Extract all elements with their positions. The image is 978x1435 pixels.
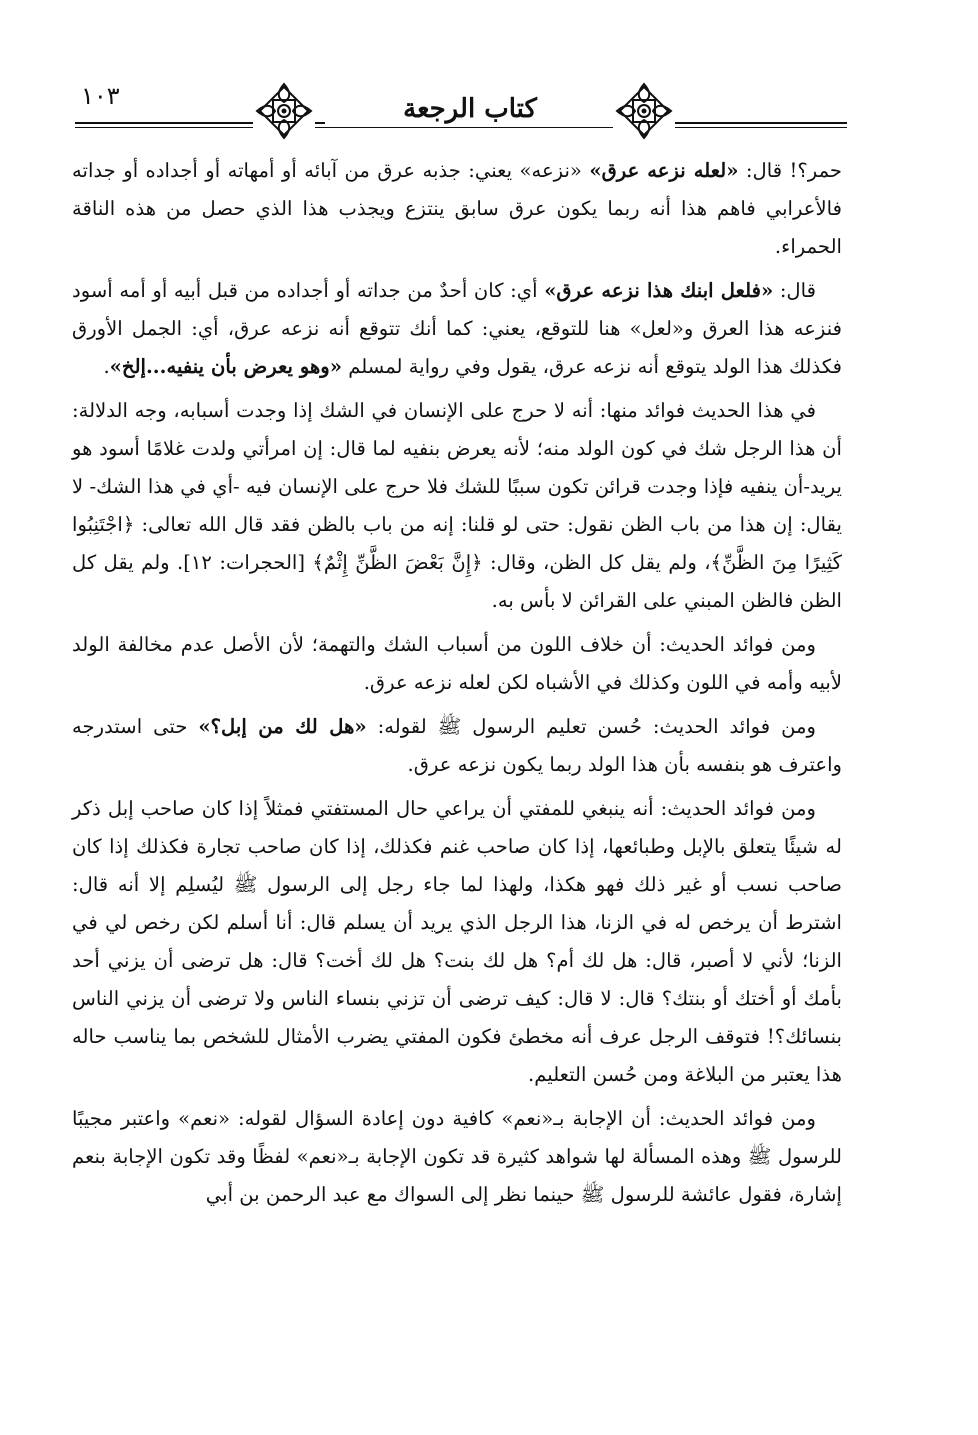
- paragraph: [72, 626, 842, 702]
- paragraph: [72, 1100, 842, 1214]
- page-body-text: [72, 152, 842, 1214]
- text-run: حمر؟! قال:: [738, 159, 843, 182]
- text-run: .: [103, 355, 110, 378]
- text-run: قال:: [773, 279, 816, 302]
- page-number: ١٠٣: [81, 82, 120, 110]
- text-run: «نزعه» يعني: جذبه عرق من آبائه أو أمهاته أو أجداده أو جداته فالأعرابي فاهم هذا أنه ربما يكون عرق سابق ينتزع ويجذب هذا الذي حصل من هذه الناقة الحمراء.: [72, 159, 842, 258]
- text-run: ومن فوائد الحديث: أنه ينبغي للمفتي أن يراعي حال المستفتي فمثلاً إذا كان صاحب إبل ذكر له شيئًا يتعلق بالإبل وطبائعها، إذا كان صاحب غنم فكذلك، إذا كان صاحب تجارة فكذلك إذا كان صاحب نسب أو غير ذلك فهو هكذا، ولهذا لما جاء رجل إلى الرسول ﷺ ليُسلِم إلا أنه قال: اشترط أن يرخص له في الزنا، هذا الرجل الذي يريد أن يسلم قال: أنا أسلم لكن رخص لي في الزنا؛ لأني لا أصبر، قال: هل لك أم؟ هل لك بنت؟ هل لك أخت؟ قال: هل ترضى أن يزني أحد بأمك أو أختك أو بنتك؟ قال: لا قال: كيف ترضى أن تزني بنساء الناس ولا ترضى أن يزني الناس بنسائك؟! فتوقف الرجل عرف أنه مخطئ فكون المفتي يضرب الأمثال للشخص بما يناسب حاله هذا يعتبر من البلاغة ومن حُسن التعليم.: [72, 797, 842, 1086]
- page-header: [75, 78, 847, 156]
- text-run: ومن فوائد الحديث: أن خلاف اللون من أسباب الشك والتهمة؛ لأن الأصل عدم مخالفة الولد لأبيه وأمه في اللون وكذلك في الأشباه لكن لعله نزعه عرق.: [72, 633, 842, 694]
- text-run: ومن فوائد الحديث: حُسن تعليم الرسول ﷺ لقوله:: [366, 715, 816, 738]
- book-title: كتاب الرجعة: [325, 94, 615, 124]
- paragraph: [72, 790, 842, 1094]
- hadith-quote: «فلعل ابنك هذا نزعه عرق»: [544, 279, 774, 302]
- text-run: في هذا الحديث فوائد منها: أنه لا حرج على الإنسان في الشك إذا وجدت أسبابه، وجه الدلالة: أن هذا الرجل شك في كون الولد منه؛ لأنه يعرض بنفيه لما قال: إن امرأتي ولدت غلامًا أسود هو يريد-أن ينفيه فإذا وجدت قرائن تكون سببًا للشك فلا حرج على الإنسان فيه -أي في هذا الشك- لا يقال: إن هذا من باب الظن نقول: حتى لو قلنا: إنه من باب بالظن فقد قال الله تعالى: ﴿اجْتَنِبُوا كَثِيرًا مِنَ الظَّنِّ﴾، ولم يقل كل الظن، وقال: ﴿إِنَّ بَعْضَ الظَّنِّ إِثْمٌ﴾ [الحجرات: ١٢]. ولم يقل كل الظن فالظن المبني على القرائن لا بأس به.: [72, 399, 842, 612]
- paragraph: [72, 272, 842, 386]
- text-run: ومن فوائد الحديث: أن الإجابة بـ«نعم» كافية دون إعادة السؤال لقوله: «نعم» واعتبر مجيبًا للرسول ﷺ وهذه المسألة لها شواهد كثيرة قد تكون الإجابة بـ«نعم» لفظًا وقد تكون الإجابة بنعم إشارة، فقول عائشة للرسول ﷺ حينما نظر إلى السواك مع عبد الرحمن بن أبي: [72, 1107, 842, 1206]
- text-run: حتى استدرجه واعترف هو بنفسه بأن هذا الولد ربما يكون نزعه عرق.: [72, 715, 842, 776]
- hadith-quote: «لعله نزعه عرق»: [589, 159, 739, 182]
- paragraph: [72, 392, 842, 620]
- text-run: أي: كان أحدٌ من جداته أو أجداده من قبل أبيه أو أمه أسود فنزعه هذا العرق و«لعل» هنا للتوقع، يعني: كما أنك تتوقع أنه نزعه عرق، أي: الجمل الأورق فكذلك هذا الولد يتوقع أنه نزعه عرق، يقول وفي رواية لمسلم: [72, 279, 842, 378]
- hadith-quote: «وهو يعرض بأن ينفيه...إلخ»: [109, 355, 342, 378]
- header-rule-inner: [75, 127, 847, 128]
- ornament-left-icon: [253, 80, 315, 142]
- paragraph: [72, 152, 842, 266]
- hadith-quote: «هل لك من إبل؟»: [198, 715, 367, 738]
- ornament-right-icon: [613, 80, 675, 142]
- paragraph: [72, 708, 842, 784]
